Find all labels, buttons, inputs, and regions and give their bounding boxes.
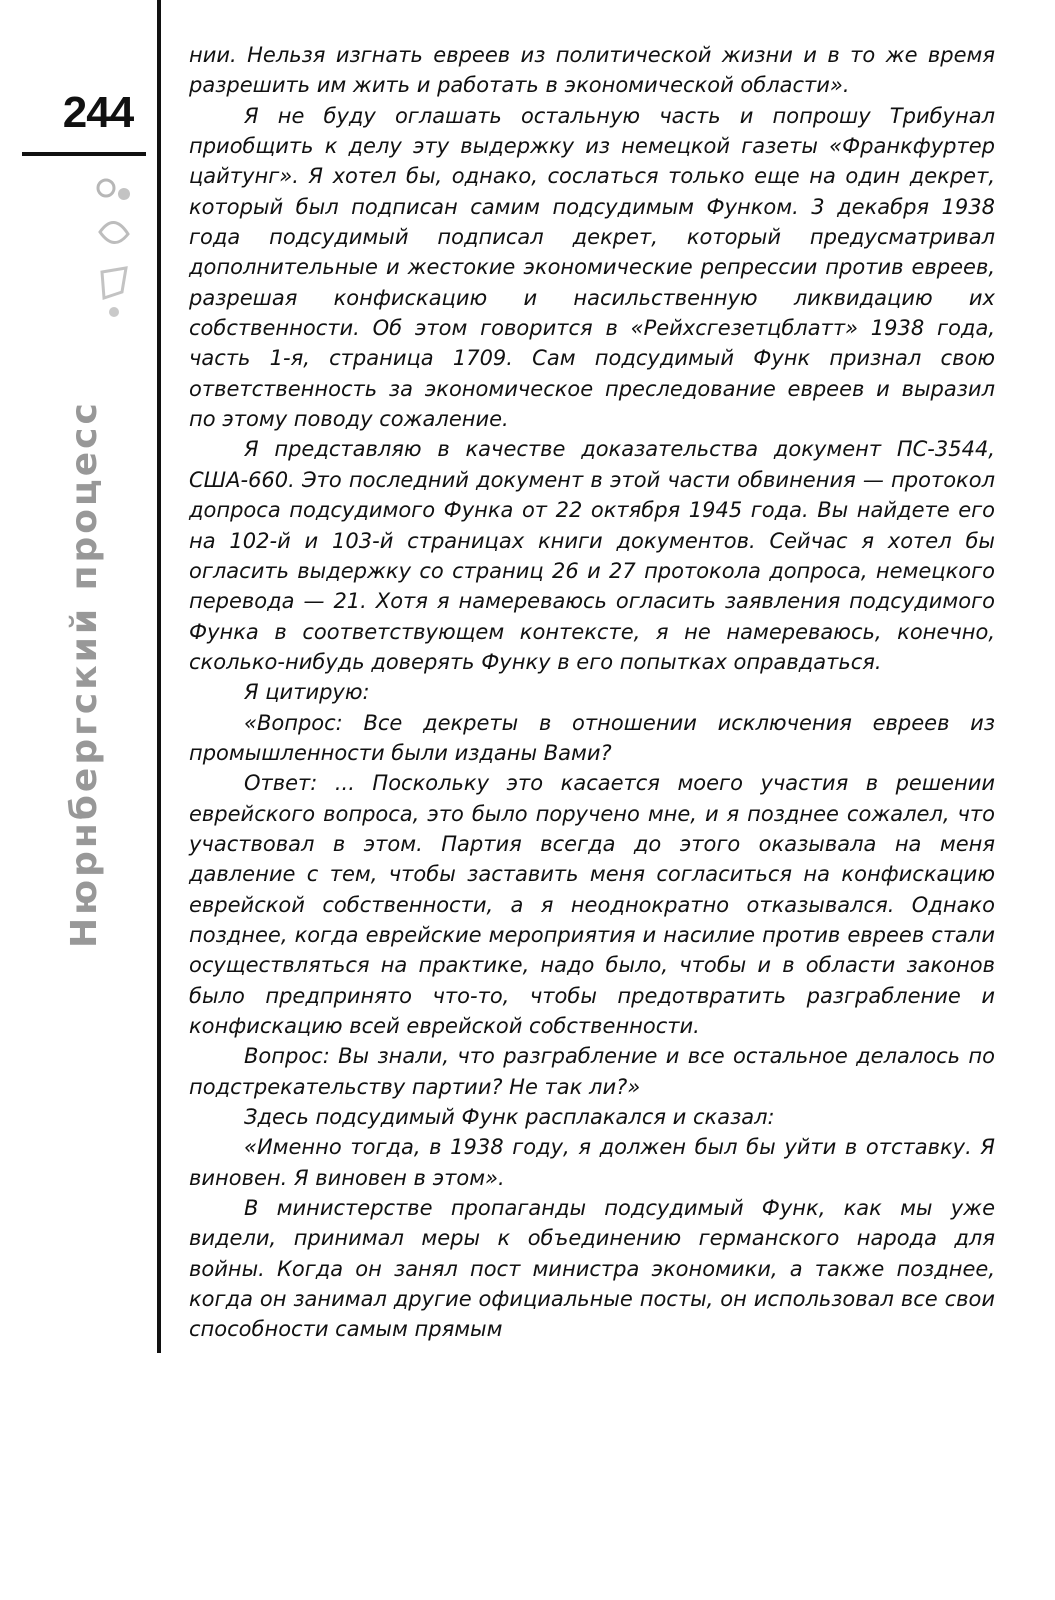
running-side-title: Нюрнбергский процесс [64, 400, 105, 948]
paragraph: Вопрос: Вы знали, что разграбление и все остальное делалось по подстрекательству партии? Не так ли?» [189, 1044, 995, 1099]
page-number-rule [22, 152, 146, 156]
paragraph: В министерстве пропаганды подсудимый Функ, как мы уже видели, принимал меры к объединению германского народа для войны. Когда он занял пост министра экономики, а также позднее, когда он занимал другие официальные посты, он использовал все свои способности самым прямым [189, 1196, 995, 1342]
paragraph: «Вопрос: Все декреты в отношении исключения евреев из промышленности были изданы Вами? [189, 710, 995, 765]
page-number: 244 [62, 88, 134, 137]
paragraph: Я представляю в качестве доказательства документ ПС-3544, США-660. Это последний документ в этой части обвинения — протокол допроса подсудимого Функа от 22 октября 1945 года. Вы найдете его на 102-й и 103-й страницах книги документов. Сейчас я хотел бы огласить выдержку со страниц 26 и 27 протокола допроса, немецкого перевода — 21. Хотя я намереваюсь огласить заявления подсудимого Функа в соответствующем контексте, я не намереваюсь, конечно, сколько-нибудь доверять Функу в его попытках оправдаться. [189, 437, 995, 674]
paragraph: Ответ: ... Поскольку это касается моего участия в решении еврейского вопроса, это было поручено мне, и я позднее сожалел, что участвовал в этом. Партия всегда до этого оказывала на меня давление с тем, чтобы заставить меня согласиться на конфискацию еврейской собственности, а я неоднократно отказывался. Однако позднее, когда еврейские мероприятия и насилие против евреев стали осуществляться на практике, надо было, чтобы и в области законов было предпринято что-то, чтобы предотвратить разграбление и конфискацию всей еврейской собственности. [189, 771, 995, 1038]
paragraph: нии. Нельзя изгнать евреев из политической жизни и в то же время разрешить им жить и работать в экономической области». [189, 43, 995, 98]
faded-emblem-icon [92, 172, 136, 322]
column-rule [157, 0, 161, 1353]
paragraph: «Именно тогда, в 1938 году, я должен был бы уйти в отставку. Я виновен. Я виновен в этом». [189, 1135, 995, 1190]
paragraph: Здесь подсудимый Функ расплакался и сказал: [244, 1105, 775, 1130]
body-text [189, 40, 995, 1345]
paragraph: Я цитирую: [244, 680, 370, 705]
paragraph: Я не буду оглашать остальную часть и попрошу Трибунал приобщить к делу эту выдержку из немецкой газеты «Франкфуртер цайтунг». Я хотел бы, однако, сослаться только еще на один декрет, который был подписан самим подсудимым Функом. 3 декабря 1938 года подсудимый подписал декрет, который предусматривал дополнительные и жестокие экономические репрессии против евреев, разрешая конфискацию и насильственную ликвидацию их собственности. Об этом говорится в «Рейхсгезетцблатт» 1938 года, часть 1-я, страница 1709. Сам подсудимый Функ признал свою ответственность за экономическое преследование евреев и выразил по этому поводу сожаление. [189, 103, 995, 432]
